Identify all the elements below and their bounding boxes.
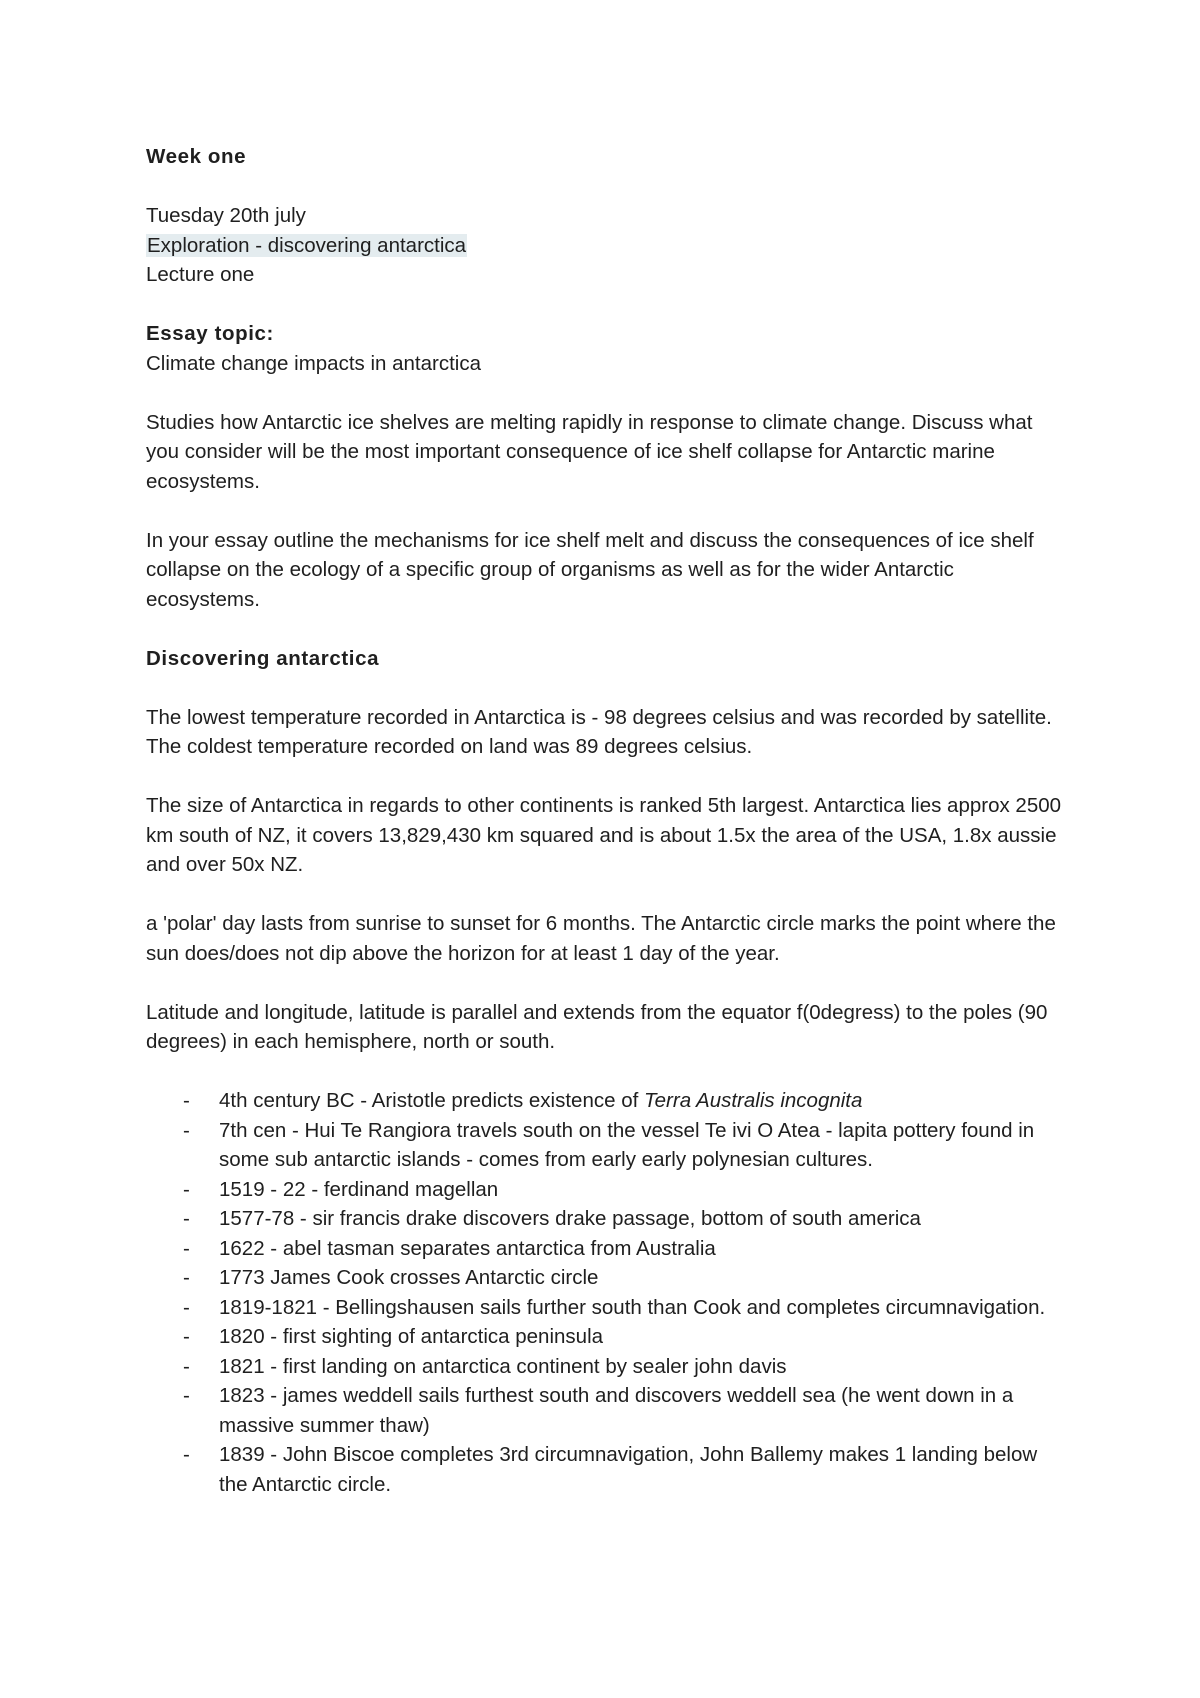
- list-item-text: 1577-78 - sir francis drake discovers drake passage, bottom of south america: [219, 1207, 921, 1230]
- list-item-text: 4th century BC - Aristotle predicts existence of: [219, 1089, 644, 1112]
- list-item: [146, 1293, 1070, 1323]
- list-item: [146, 1322, 1070, 1352]
- body-paragraph: The lowest temperature recorded in Antarctica is - 98 degrees celsius and was recorded by satellite. The coldest temperature recorded on land was 89 degrees celsius.: [146, 705, 1052, 758]
- essay-paragraph: Studies how Antarctic ice shelves are melting rapidly in response to climate change. Discuss what you consider will be the most important consequence of ice shelf collapse for Antarctic marine ecosystems.: [146, 410, 1033, 493]
- list-item: [146, 1234, 1070, 1264]
- bullet-dash: -: [183, 1266, 190, 1289]
- bullet-dash: -: [183, 1443, 190, 1466]
- lecture-date: Tuesday 20th july: [146, 204, 306, 227]
- list-item-text: 1773 James Cook crosses Antarctic circle: [219, 1266, 599, 1289]
- essay-title: Climate change impacts in antarctica: [146, 351, 481, 375]
- list-item: [146, 1352, 1070, 1382]
- list-item: [146, 1204, 1070, 1234]
- bullet-dash: -: [183, 1325, 190, 1348]
- essay-paragraph: In your essay outline the mechanisms for ice shelf melt and discuss the consequences of ice shelf collapse on the ecology of a specific group of organisms as well as for the wider Antarctic ecosystems.: [146, 528, 1034, 611]
- list-item-text: 1819-1821 - Bellingshausen sails further south than Cook and completes circumnavigation.: [219, 1295, 1046, 1319]
- body-paragraph: a 'polar' day lasts from sunrise to sunset for 6 months. The Antarctic circle marks the point where the sun does/does not dip above the horizon for at least 1 day of the year.: [146, 912, 1056, 965]
- lecture-number: Lecture one: [146, 263, 255, 286]
- essay-topic-label: Essay topic:: [146, 322, 274, 345]
- bullet-dash: -: [183, 1384, 190, 1407]
- list-item: [146, 1086, 1070, 1116]
- bullet-dash: -: [183, 1177, 190, 1201]
- list-item-text: 1820 - first sighting of antarctica peninsula: [219, 1325, 604, 1348]
- list-item-text: 7th cen - Hui Te Rangiora travels south on the vessel Te ivi O Atea - lapita pottery found in some sub antarctic islands - comes from early early polynesian cultures.: [219, 1118, 1035, 1171]
- list-item: [146, 1263, 1070, 1293]
- list-item-text: 1622 - abel tasman separates antarctica from Australia: [219, 1236, 716, 1260]
- bullet-dash: -: [183, 1089, 190, 1112]
- body-paragraph: The size of Antarctica in regards to other continents is ranked 5th largest. Antarctica lies approx 2500 km south of NZ, it covers 13,829,430 km squared and is about 1.5x the area of the USA, 1.8x aussie and over 50x NZ.: [146, 794, 1062, 876]
- list-item: [146, 1440, 1070, 1499]
- list-item: [146, 1175, 1070, 1205]
- bullet-dash: -: [183, 1207, 190, 1230]
- list-item: [146, 1116, 1070, 1175]
- bullet-dash: -: [183, 1118, 190, 1142]
- list-item-text: 1821 - first landing on antarctica continent by sealer john davis: [219, 1354, 787, 1378]
- bullet-dash: -: [183, 1236, 190, 1260]
- bullet-dash: -: [183, 1295, 190, 1319]
- page-heading: Week one: [146, 145, 247, 168]
- list-item-italic: Terra Australis incognita: [644, 1089, 863, 1112]
- document-page: [146, 142, 1070, 1499]
- timeline-list: [146, 1086, 1070, 1499]
- list-item-text: 1839 - John Biscoe completes 3rd circumnavigation, John Ballemy makes 1 landing below the Antarctic circle.: [219, 1443, 1038, 1496]
- list-item: [146, 1381, 1070, 1440]
- list-item-text: 1823 - james weddell sails furthest south and discovers weddell sea (he went down in a massive summer thaw): [219, 1384, 1014, 1437]
- lecture-topic: Exploration - discovering antarctica: [147, 233, 467, 257]
- list-item-text: 1519 - 22 - ferdinand magellan: [219, 1177, 499, 1201]
- section-heading: Discovering antarctica: [146, 646, 380, 670]
- body-paragraph: Latitude and longitude, latitude is parallel and extends from the equator f(0degress) to the poles (90 degrees) in each hemisphere, north or south.: [146, 1000, 1048, 1053]
- bullet-dash: -: [183, 1354, 190, 1378]
